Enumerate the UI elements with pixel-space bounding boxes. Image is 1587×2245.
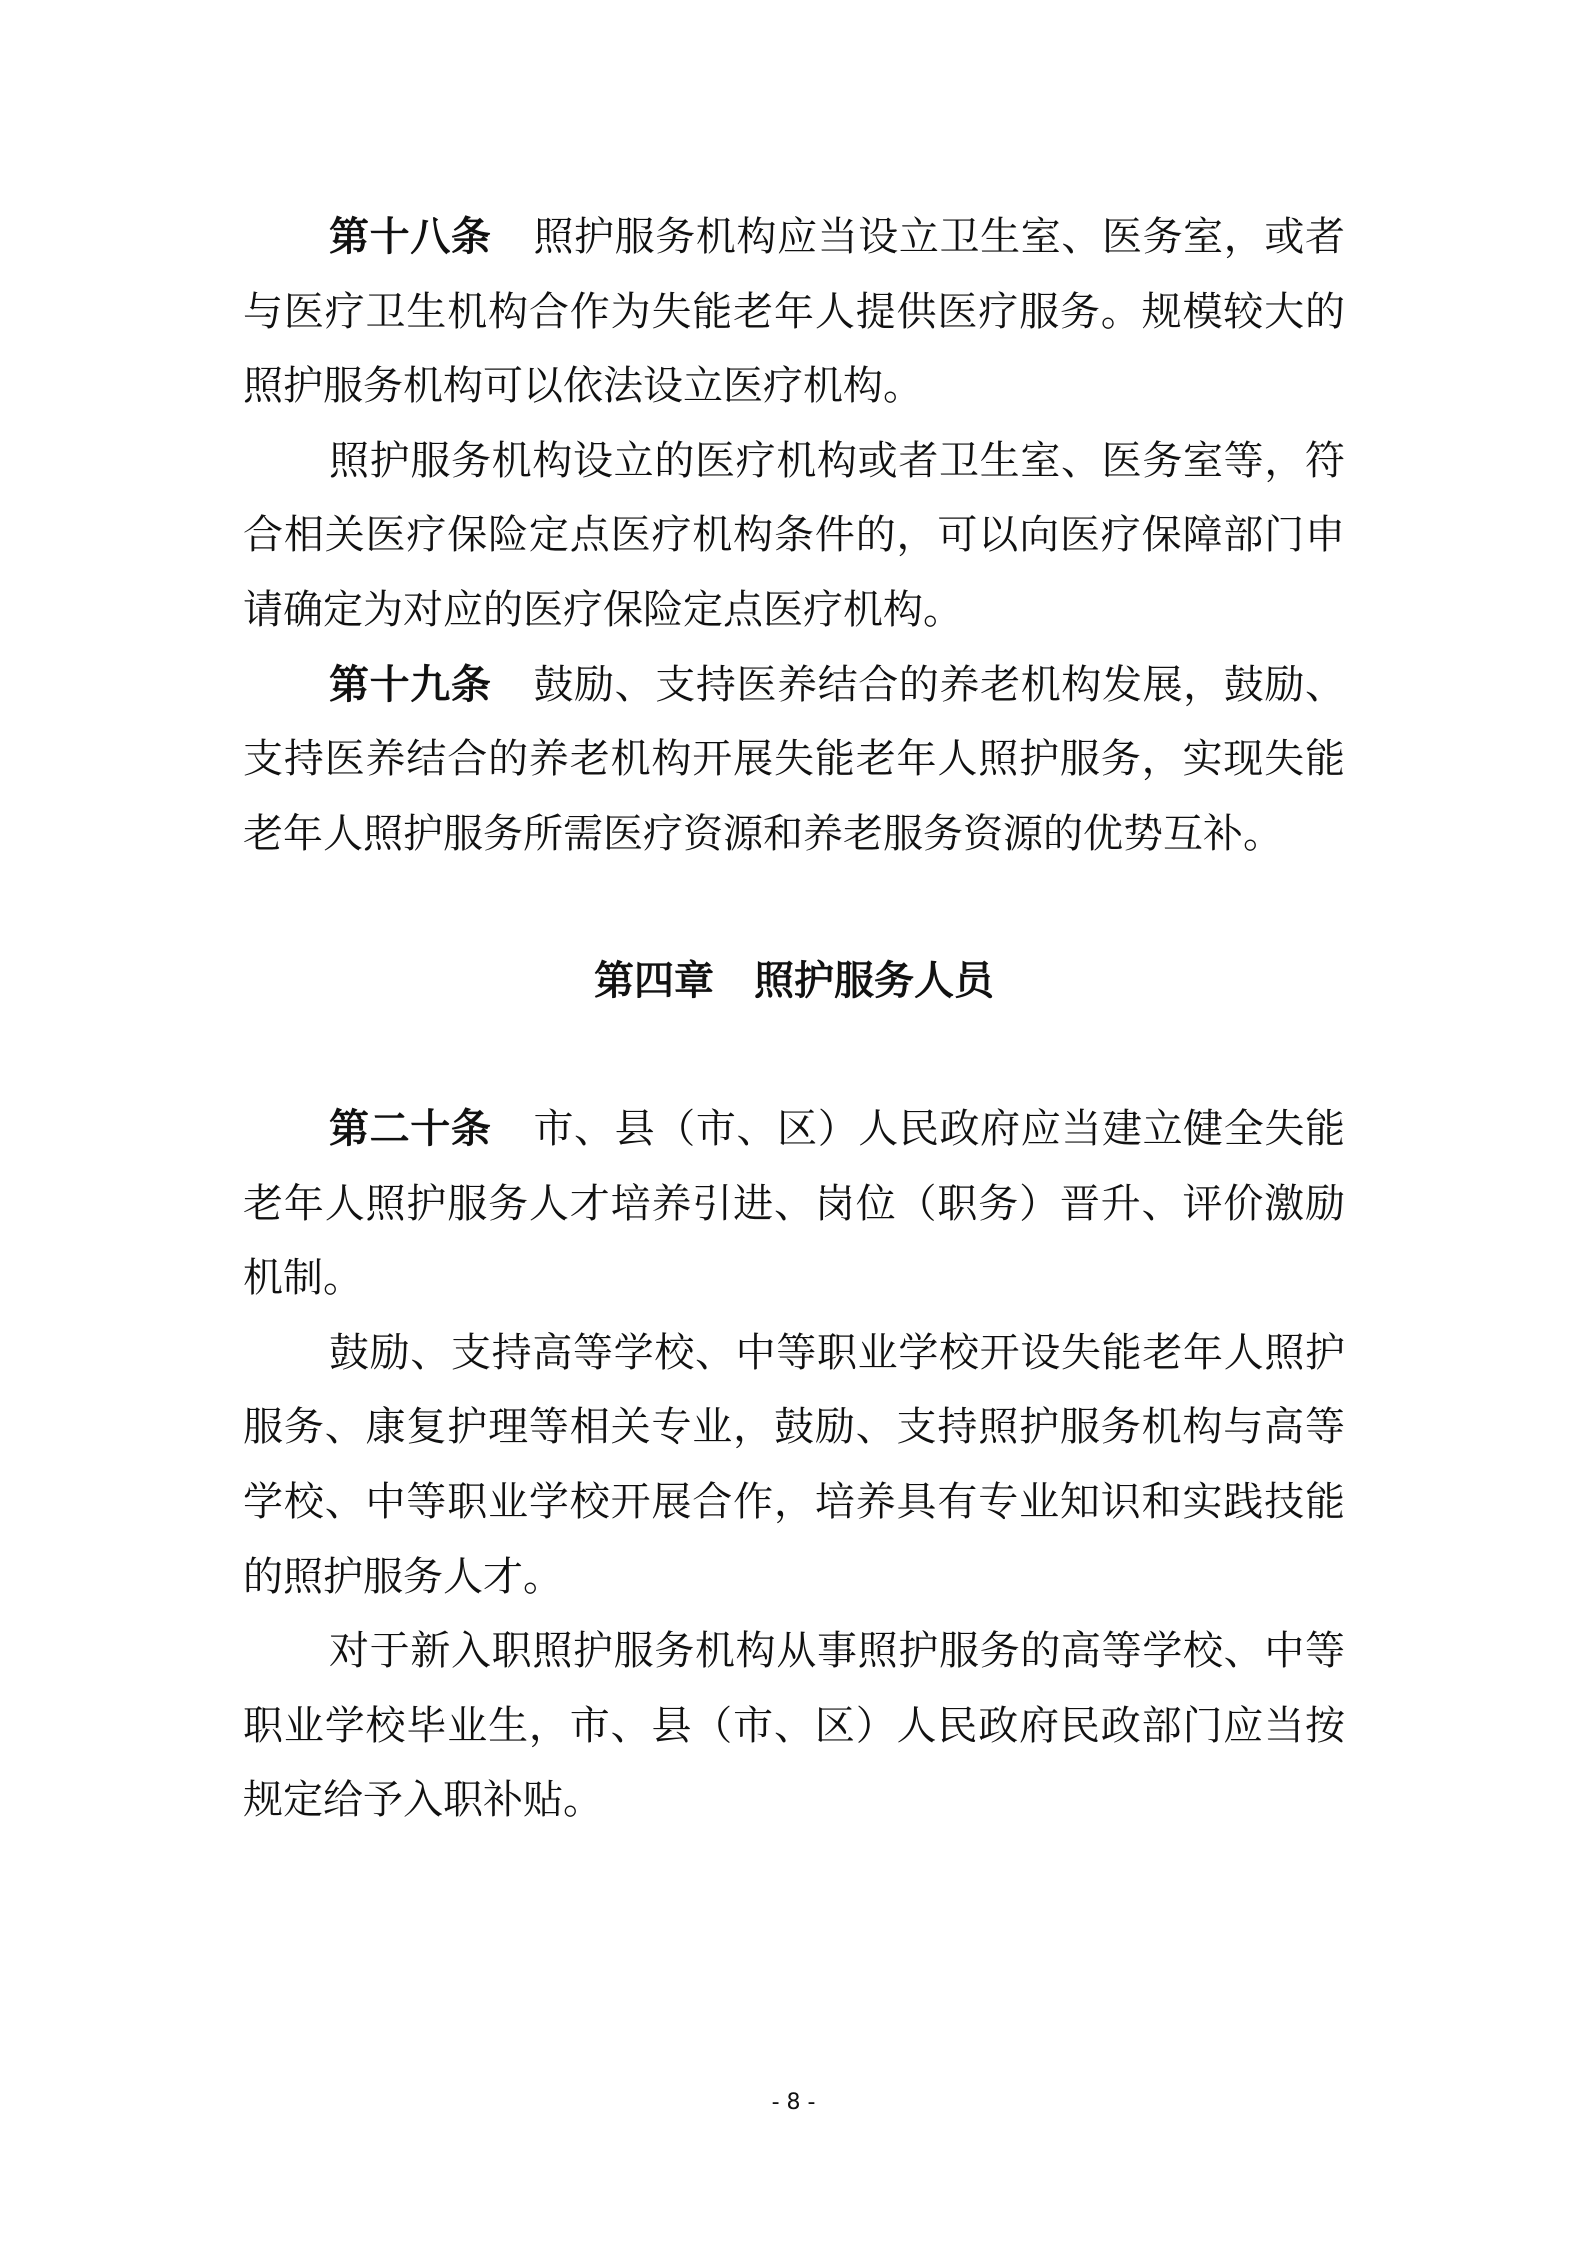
- article-20-label: 第二十条: [329, 1105, 492, 1152]
- chapter-title: 照护服务人员: [754, 958, 994, 1005]
- article-18-label: 第十八条: [329, 214, 492, 260]
- article-18-paragraph: [243, 200, 1345, 424]
- article-20-paragraph-2: 鼓励、支持高等学校、中等职业学校开设失能老年人照护服务、康复护理等相关专业，鼓励、支持照护服务机构与高等学校、中等职业学校开展合作，培养具有专业知识和实践技能的照护服务人才。: [243, 1329, 1345, 1600]
- article-19-label: 第十九条: [329, 661, 492, 708]
- chapter-heading: [243, 944, 1345, 1019]
- article-20-text: 市、县（市、区）人民政府应当建立健全失能老年人照护服务人才培养引进、岗位（职务）晋升、评价激励机制。: [243, 1105, 1346, 1302]
- article-20-paragraph-3: 对于新入职照护服务机构从事照护服务的高等学校、中等职业学校毕业生，市、县（市、区）人民政府民政部门应当按规定给予入职补贴。: [243, 1628, 1345, 1824]
- page-number: - 8 -: [771, 2090, 816, 2115]
- article-20-paragraph: [243, 1092, 1345, 1316]
- article-19-paragraph: [243, 648, 1345, 872]
- chapter-number: 第四章: [594, 958, 714, 1005]
- article-19-text: 鼓励、支持医养结合的养老机构发展，鼓励、支持医养结合的养老机构开展失能老年人照护服务，实现失能老年人照护服务所需医疗资源和养老服务资源的优势互补。: [243, 661, 1346, 857]
- article-18-text: 照护服务机构应当设立卫生室、医务室，或者与医疗卫生机构合作为失能老年人提供医疗服务。规模较大的照护服务机构可以依法设立医疗机构。: [243, 214, 1346, 410]
- article-18-paragraph-2: 照护服务机构设立的医疗机构或者卫生室、医务室等，符合相关医疗保险定点医疗机构条件的，可以向医疗保障部门申请确定为对应的医疗保险定点医疗机构。: [243, 437, 1345, 633]
- document-body: [243, 200, 1345, 1838]
